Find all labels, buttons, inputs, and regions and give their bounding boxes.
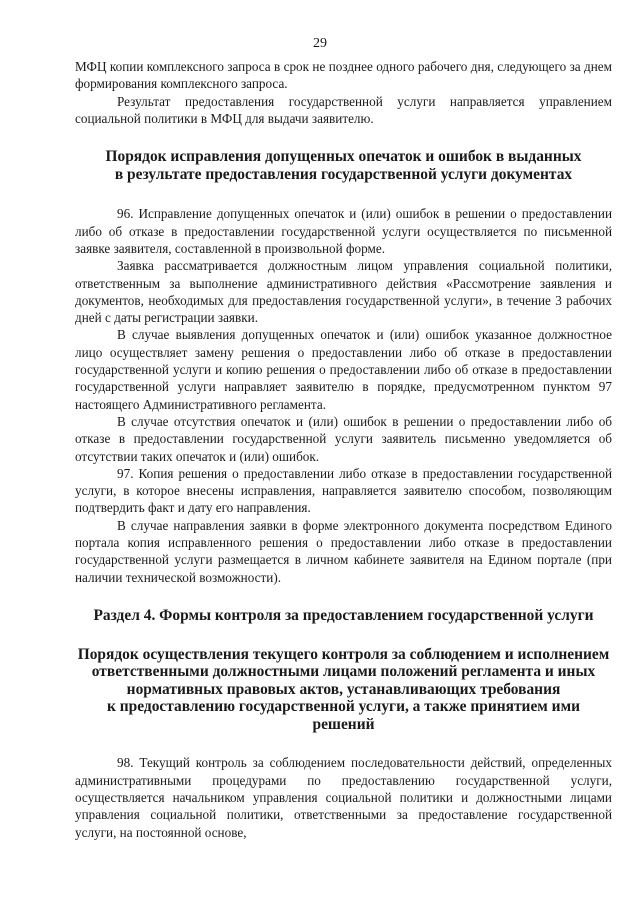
- heading-line: Раздел 4. Формы контроля за предоставлением государственной услуги: [93, 606, 594, 624]
- paragraph-result: Результат предоставления государственной услуги направляется управлением социальной политики в МФЦ для выдачи заявителю.: [75, 93, 612, 126]
- paragraph-continuation: МФЦ копии комплексного запроса в срок не позднее одного рабочего дня, следующего за днем формирования комплексного запроса.: [75, 59, 612, 92]
- heading-control: [75, 646, 612, 734]
- heading-line: в результате предоставления государственной услуги документах: [114, 165, 573, 183]
- heading-line: нормативных правовых актов, устанавливающих требования: [126, 680, 561, 698]
- paragraph-request-review: Заявка рассматривается должностным лицом управления социальной политики, ответственным за выполнение административного действия «Рассмотрение заявления и документов, необходимых для предоставления государственной услуги», в течение 3 рабочих дней с даты регистрации заявки.: [75, 258, 612, 326]
- heading-line: Порядок исправления допущенных опечаток и ошибок в выданных: [105, 148, 582, 166]
- page-number: 29: [313, 36, 327, 51]
- document-body: [75, 58, 612, 841]
- heading-line: ответственными должностными лицами положений регламента и иных: [91, 663, 596, 681]
- heading-line: к предоставлению государственной услуги, а также принятием ими решений: [107, 698, 580, 733]
- paragraph-item-97: 97. Копия решения о предоставлении либо отказе в предоставлении государственной услуги, в которое внесены исправления, направляется заявителю способом, позволяющим подтвердить факт и дату его направления.: [75, 465, 612, 516]
- paragraph-errors-found: В случае выявления допущенных опечаток и (или) ошибок указанное должностное лицо осуществляет замену решения о предоставлении либо об отказе в предоставлении государственной услуги и копию решения о предоставлении либо об отказе в предоставлении государственной услуги направляет заявителю в порядке, предусмотренном пунктом 97 настоящего Административного регламента.: [75, 327, 612, 412]
- paragraph-no-errors: В случае отсутствия опечаток и (или) ошибок в решении о предоставлении либо об отказе в предоставлении государственной услуги заявитель письменно уведомляется об отсутствии таких опечаток и (или) ошибок.: [75, 413, 612, 464]
- paragraph-item-96: 96. Исправление допущенных опечаток и (или) ошибок в решении о предоставлении либо об отказе в предоставлении государственной услуги осуществляется по письменной заявке заявителя, составленной в произвольной форме.: [75, 206, 612, 256]
- heading-corrections: [75, 148, 612, 183]
- paragraph-electronic: В случае направления заявки в форме электронного документа посредством Единого портала копия исправленного решения о предоставлении либо отказе в предоставлении государственной услуги размещается в личном кабинете заявителя на Едином портале (при наличии технической возможности).: [75, 517, 612, 585]
- heading-line: Порядок осуществления текущего контроля за соблюдением и исполнением: [77, 645, 610, 663]
- section-heading: [75, 607, 612, 625]
- paragraph-item-98: 98. Текущий контроль за соблюдением последовательности действий, определенных административными процедурами по предоставлению государственной услуги, осуществляется начальником управления социальной политики и должностными лицами управления социальной политики, ответственными за предоставление государственной услуги, на постоянной основе,: [75, 755, 612, 840]
